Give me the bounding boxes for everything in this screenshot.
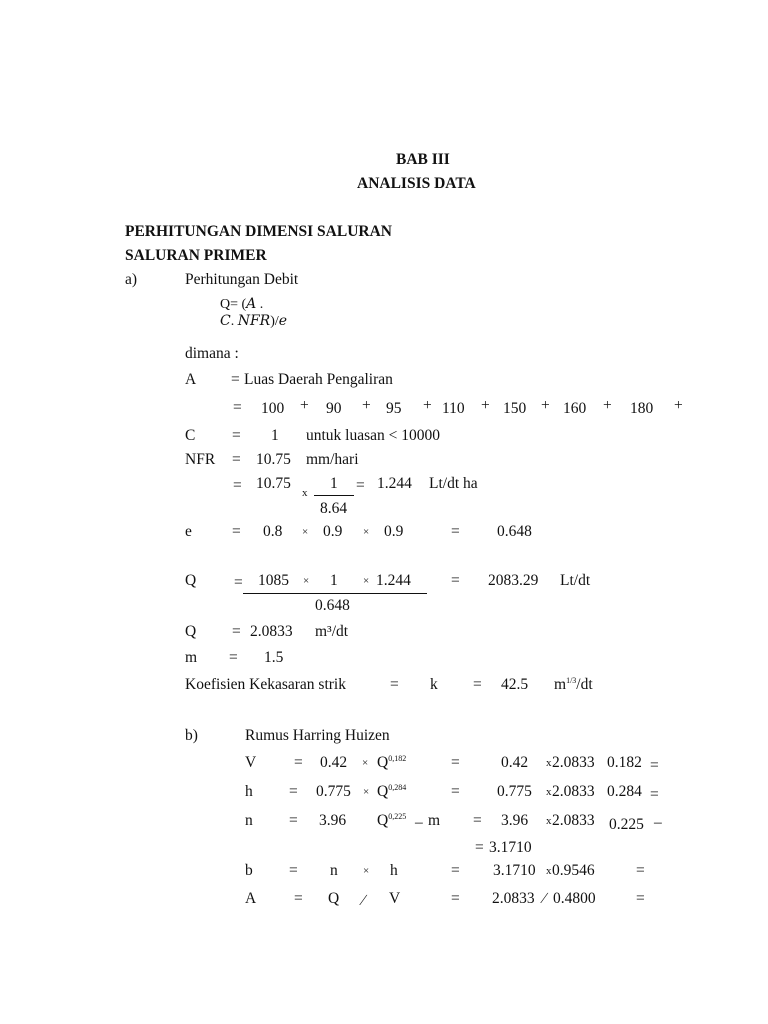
roughness-label: Koefisien Kekasaran strik <box>185 676 346 693</box>
plus-sign: + <box>362 397 371 414</box>
ratio-equals: = <box>289 812 298 829</box>
multiply-sign: × <box>303 575 310 587</box>
c-note: untuk luasan < 10000 <box>306 427 441 444</box>
discharge-equals-2: = <box>451 572 460 589</box>
area-value: 100 <box>261 400 285 417</box>
area-equals: = <box>231 371 240 388</box>
roughness-equals: = <box>390 676 399 693</box>
velocity-equals-3: = <box>650 757 659 774</box>
velocity-discharge-value: 2.0833 <box>552 754 595 771</box>
discharge-formula-line1: Q= (𝐴 . <box>220 297 264 312</box>
ratio-result-equals: = <box>475 839 484 856</box>
depth-equals: = <box>289 783 298 800</box>
fraction-bar <box>314 495 354 496</box>
area-equals-3: = <box>636 890 645 907</box>
discharge-equals: = <box>232 623 241 640</box>
section-title: PERHITUNGAN DIMENSI SALURAN <box>125 223 392 240</box>
depth-discharge-value: 2.0833 <box>552 783 595 800</box>
ratio-coefficient: 3.96 <box>319 812 347 829</box>
area-value-q: 2.0833 <box>492 890 535 907</box>
depth-equals-2: = <box>451 783 460 800</box>
discharge-symbol: Q <box>185 572 197 589</box>
roughness-value: 42.5 <box>501 676 529 693</box>
nfr-calc-result: 1.244 <box>377 475 412 492</box>
multiply-sign: x <box>546 865 552 877</box>
minus-sign: – <box>415 814 423 831</box>
divide-sign: ∕ <box>543 890 546 907</box>
area-term-v: V <box>389 890 401 907</box>
part-b-title: Rumus Harring Huizen <box>245 727 390 744</box>
slope-equals: = <box>229 649 238 666</box>
c-value: 1 <box>271 427 279 444</box>
velocity-equals: = <box>294 754 303 771</box>
nfr-equals: = <box>232 451 241 468</box>
nfr-symbol: NFR <box>185 451 216 468</box>
discharge-result: 2083.29 <box>488 572 539 589</box>
discharge-m3-value: 2.0833 <box>250 623 293 640</box>
fraction-numerator: 1 <box>330 475 338 492</box>
fraction-bar <box>243 593 427 594</box>
subsection-title: SALURAN PRIMER <box>125 247 267 264</box>
width-symbol: b <box>245 862 253 879</box>
discharge-unit: Lt/dt <box>560 572 591 589</box>
plus-sign: + <box>300 397 309 414</box>
discharge-m3-unit: m³/dt <box>315 623 349 640</box>
efficiency-equals: = <box>232 523 241 540</box>
nfr-calc-unit: Lt/dt ha <box>429 475 478 492</box>
part-a-title: Perhitungan Debit <box>185 271 299 288</box>
discharge-equals: = <box>234 574 243 591</box>
velocity-discharge-power: Q$^{0,182}$ <box>377 754 407 771</box>
nfr-calc-equals: = <box>233 477 242 494</box>
discharge-formula-line2: 𝐶. 𝑁𝐹𝑅)/𝑒 <box>220 314 288 329</box>
depth-exponent-value: 0.284 <box>607 783 642 800</box>
area-equals-2: = <box>451 890 460 907</box>
roughness-equals-2: = <box>473 676 482 693</box>
area-values-equals: = <box>233 399 242 416</box>
multiply-sign: × <box>363 526 370 538</box>
efficiency-value: 0.8 <box>263 523 283 540</box>
nfr-value: 10.75 <box>256 451 291 468</box>
slope-symbol: m <box>185 649 198 666</box>
efficiency-value: 0.9 <box>323 523 343 540</box>
slope-value: 1.5 <box>264 649 284 666</box>
fraction-denominator: 8.64 <box>320 500 348 517</box>
multiply-sign: x <box>546 757 552 769</box>
area-value: 180 <box>630 400 654 417</box>
nfr-unit: mm/hari <box>306 451 359 468</box>
slope-reference: m <box>428 812 441 829</box>
ratio-exponent-value: 0.225 <box>609 816 644 833</box>
width-equals-2: = <box>451 862 460 879</box>
width-term-n: n <box>330 862 338 879</box>
depth-coefficient-2: 0.775 <box>497 783 532 800</box>
ratio-equals-2: = <box>473 812 482 829</box>
area-value: 95 <box>386 400 402 417</box>
area-equals: = <box>294 890 303 907</box>
area-symbol: A <box>245 890 257 907</box>
depth-symbol: h <box>245 783 253 800</box>
chapter-number: BAB III <box>396 151 450 168</box>
efficiency-value: 0.9 <box>384 523 404 540</box>
efficiency-symbol: e <box>185 523 192 540</box>
ratio-coefficient-2: 3.96 <box>501 812 529 829</box>
width-equals-3: = <box>636 862 645 879</box>
nfr-calc-value: 10.75 <box>256 475 291 492</box>
plus-sign: + <box>674 397 683 414</box>
discharge-numerator: 1 <box>330 572 338 589</box>
ratio-symbol: n <box>245 812 253 829</box>
efficiency-result: 0.648 <box>497 523 532 540</box>
area-description: Luas Daerah Pengaliran <box>244 371 393 388</box>
area-value: 110 <box>442 400 465 417</box>
area-symbol: A <box>185 371 197 388</box>
part-a-marker: a) <box>125 271 138 288</box>
area-value: 90 <box>326 400 342 417</box>
depth-discharge-power: Q$^{0,284}$ <box>377 783 407 800</box>
roughness-unit: $m^{1/3}/dt$ <box>554 676 593 693</box>
area-term-q: Q <box>328 890 340 907</box>
plus-sign: + <box>603 397 612 414</box>
plus-sign: + <box>423 397 432 414</box>
minus-sign: – <box>654 814 662 831</box>
efficiency-equals-2: = <box>451 523 460 540</box>
ratio-discharge-value: 2.0833 <box>552 812 595 829</box>
discharge-denominator: 0.648 <box>315 597 350 614</box>
discharge-numerator: 1.244 <box>376 572 411 589</box>
c-equals: = <box>232 427 241 444</box>
multiply-sign: × <box>302 526 309 538</box>
multiply-sign: × <box>363 865 370 877</box>
divide-sign: ∕ <box>362 892 365 909</box>
plus-sign: + <box>541 397 550 414</box>
nfr-calc-equals-2: = <box>356 477 365 494</box>
area-value: 150 <box>503 400 527 417</box>
depth-coefficient: 0.775 <box>316 783 351 800</box>
multiply-sign: x <box>546 786 552 798</box>
area-value-v: 0.4800 <box>553 890 596 907</box>
dimana-label: dimana : <box>185 345 239 362</box>
multiply-sign: × <box>363 786 370 798</box>
velocity-symbol: V <box>245 754 257 771</box>
ratio-result: 3.1710 <box>489 839 532 856</box>
velocity-equals-2: = <box>451 754 460 771</box>
part-b-marker: b) <box>185 727 198 744</box>
width-value-h: 0.9546 <box>552 862 595 879</box>
multiply-sign: × <box>363 575 370 587</box>
plus-sign: + <box>481 397 490 414</box>
chapter-title: ANALISIS DATA <box>357 175 476 192</box>
discharge-numerator: 1085 <box>258 572 289 589</box>
velocity-coefficient-2: 0.42 <box>501 754 529 771</box>
multiply-sign: x <box>302 487 308 499</box>
width-value-n: 3.1710 <box>493 862 536 879</box>
velocity-exponent-value: 0.182 <box>607 754 642 771</box>
multiply-sign: x <box>546 815 552 827</box>
width-term-h: h <box>390 862 398 879</box>
area-value: 160 <box>563 400 587 417</box>
depth-equals-3: = <box>650 786 659 803</box>
c-symbol: C <box>185 427 196 444</box>
discharge-symbol: Q <box>185 623 197 640</box>
ratio-discharge-power: Q$^{0,225}$ <box>377 812 407 829</box>
velocity-coefficient: 0.42 <box>320 754 348 771</box>
width-equals: = <box>289 862 298 879</box>
roughness-symbol: k <box>430 676 438 693</box>
multiply-sign: × <box>362 757 369 769</box>
